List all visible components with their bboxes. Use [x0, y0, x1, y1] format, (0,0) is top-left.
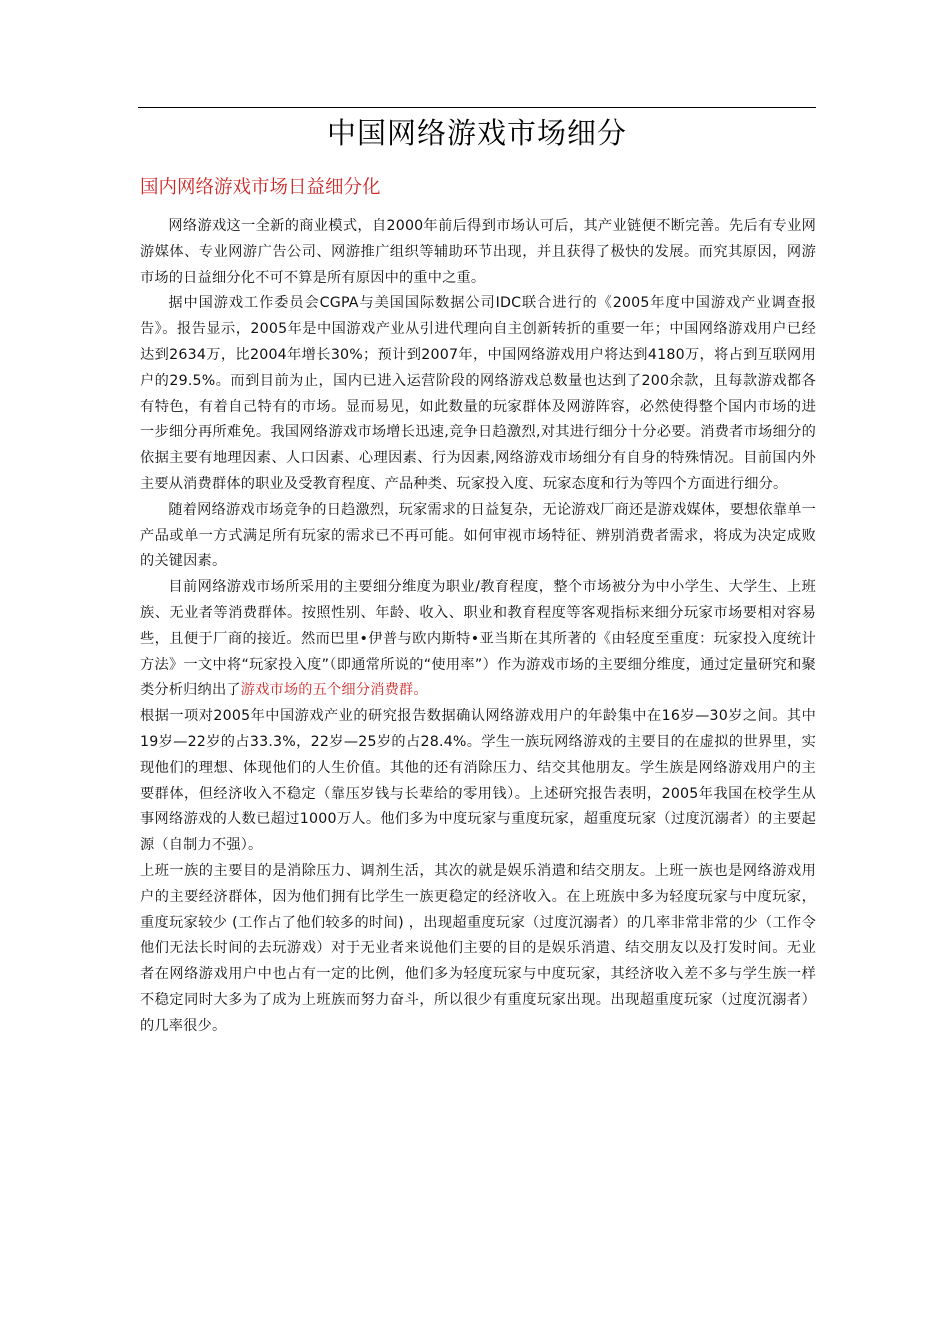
document-body — [140, 214, 816, 1040]
header-rule — [138, 107, 816, 108]
paragraph-2: 据中国游戏工作委员会CGPA与美国国际数据公司IDC联合进行的《2005年度中国游戏产业调查报告》。报告显示，2005年是中国游戏产业从引进代理向自主创新转折的重要一年；中国网络游戏用户已经达到2634万，比2004年增长30%；预计到2007年，中国网络游戏用户将达到4180万，将占到互联网用户的29.5%。而到目前为止，国内已进入运营阶段的网络游戏总数量也达到了200余款，且每款游戏都各有特色，有着自己特有的市场。显而易见，如此数量的玩家群体及网游阵容，必然使得整个国内市场的进一步细分再所难免。我国网络游戏市场增长迅速,竞争日趋激烈,对其进行细分十分必要。消费者市场细分的依据主要有地理因素、人口因素、心理因素、行为因素,网络游戏市场细分有自身的特殊情况。目前国内外主要从消费群体的职业及受教育程度、产品种类、玩家投入度、玩家态度和行为等四个方面进行细分。 — [140, 295, 816, 492]
paragraph-4 — [140, 575, 816, 704]
segments-link[interactable]: 游戏市场的五个细分消费群。 — [240, 682, 428, 699]
paragraph-6: 上班一族的主要目的是消除压力、调剂生活，其次的就是娱乐消遣和结交朋友。上班一族也是网络游戏用户的主要经济群体，因为他们拥有比学生一族更稳定的经济收入。在上班族中多为轻度玩家与中度玩家，重度玩家较少 (工作占了他们较多的时间) ，出现超重度玩家（过度沉溺者）的几率非常非常的少（工作令他们无法长时间的去玩游戏）对于无业者来说他们主要的目的是娱乐消遣、结交朋友以及打发时间。无业者在网络游戏用户中也占有一定的比例，他们多为轻度玩家与中度玩家，其经济收入差不多与学生族一样不稳定同时大多为了成为上班族而努力奋斗，所以很少有重度玩家出现。出现超重度玩家（过度沉溺者）的几率很少。 — [140, 862, 816, 1034]
document-title: 中国网络游戏市场细分 — [326, 116, 627, 150]
paragraph-3: 随着网络游戏市场竞争的日趋激烈，玩家需求的日益复杂，无论游戏厂商还是游戏媒体，要想依靠单一产品或单一方式满足所有玩家的需求已不再可能。如何审视市场特征、辨别消费者需求，将成为决定成败的关键因素。 — [140, 501, 816, 570]
paragraph-4-text: 目前网络游戏市场所采用的主要细分维度为职业/教育程度，整个市场被分为中小学生、大学生、上班族、无业者等消费群体。按照性别、年龄、收入、职业和教育程度等客观指标来细分玩家市场要相对容易些，且便于厂商的接近。然而巴里•伊普与欧内斯特•亚当斯在其所著的《由轻度至重度：玩家投入度统计方法》一文中将“玩家投入度”（即通常所说的“使用率”）作为游戏市场的主要细分维度，通过定量研究和聚类分析归纳出了 — [140, 579, 816, 699]
section-heading: 国内网络游戏市场日益细分化 — [140, 177, 381, 198]
paragraph-1: 网络游戏这一全新的商业模式，自2000年前后得到市场认可后，其产业链便不断完善。先后有专业网游媒体、专业网游广告公司、网游推广组织等辅助环节出现，并且获得了极快的发展。而究其原因，网游市场的日益细分化不可不算是所有原因中的重中之重。 — [140, 218, 816, 286]
paragraph-5: 根据一项对2005年中国游戏产业的研究报告数据确认网络游戏用户的年龄集中在16岁—30岁之间。其中19岁—22岁的占33.3%，22岁—25岁的占28.4%。学生一族玩网络游戏的主要目的在虚拟的世界里，实现他们的理想、体现他们的人生价值。其他的还有消除压力、结交其他朋友。学生族是网络游戏用户的主要群体，但经济收入不稳定（靠压岁钱与长辈给的零用钱）。上述研究报告表明，2005年我国在校学生从事网络游戏的人数已超过1000万人。他们多为中度玩家与重度玩家，超重度玩家（过度沉溺者）的主要起源（自制力不强）。 — [140, 708, 816, 854]
